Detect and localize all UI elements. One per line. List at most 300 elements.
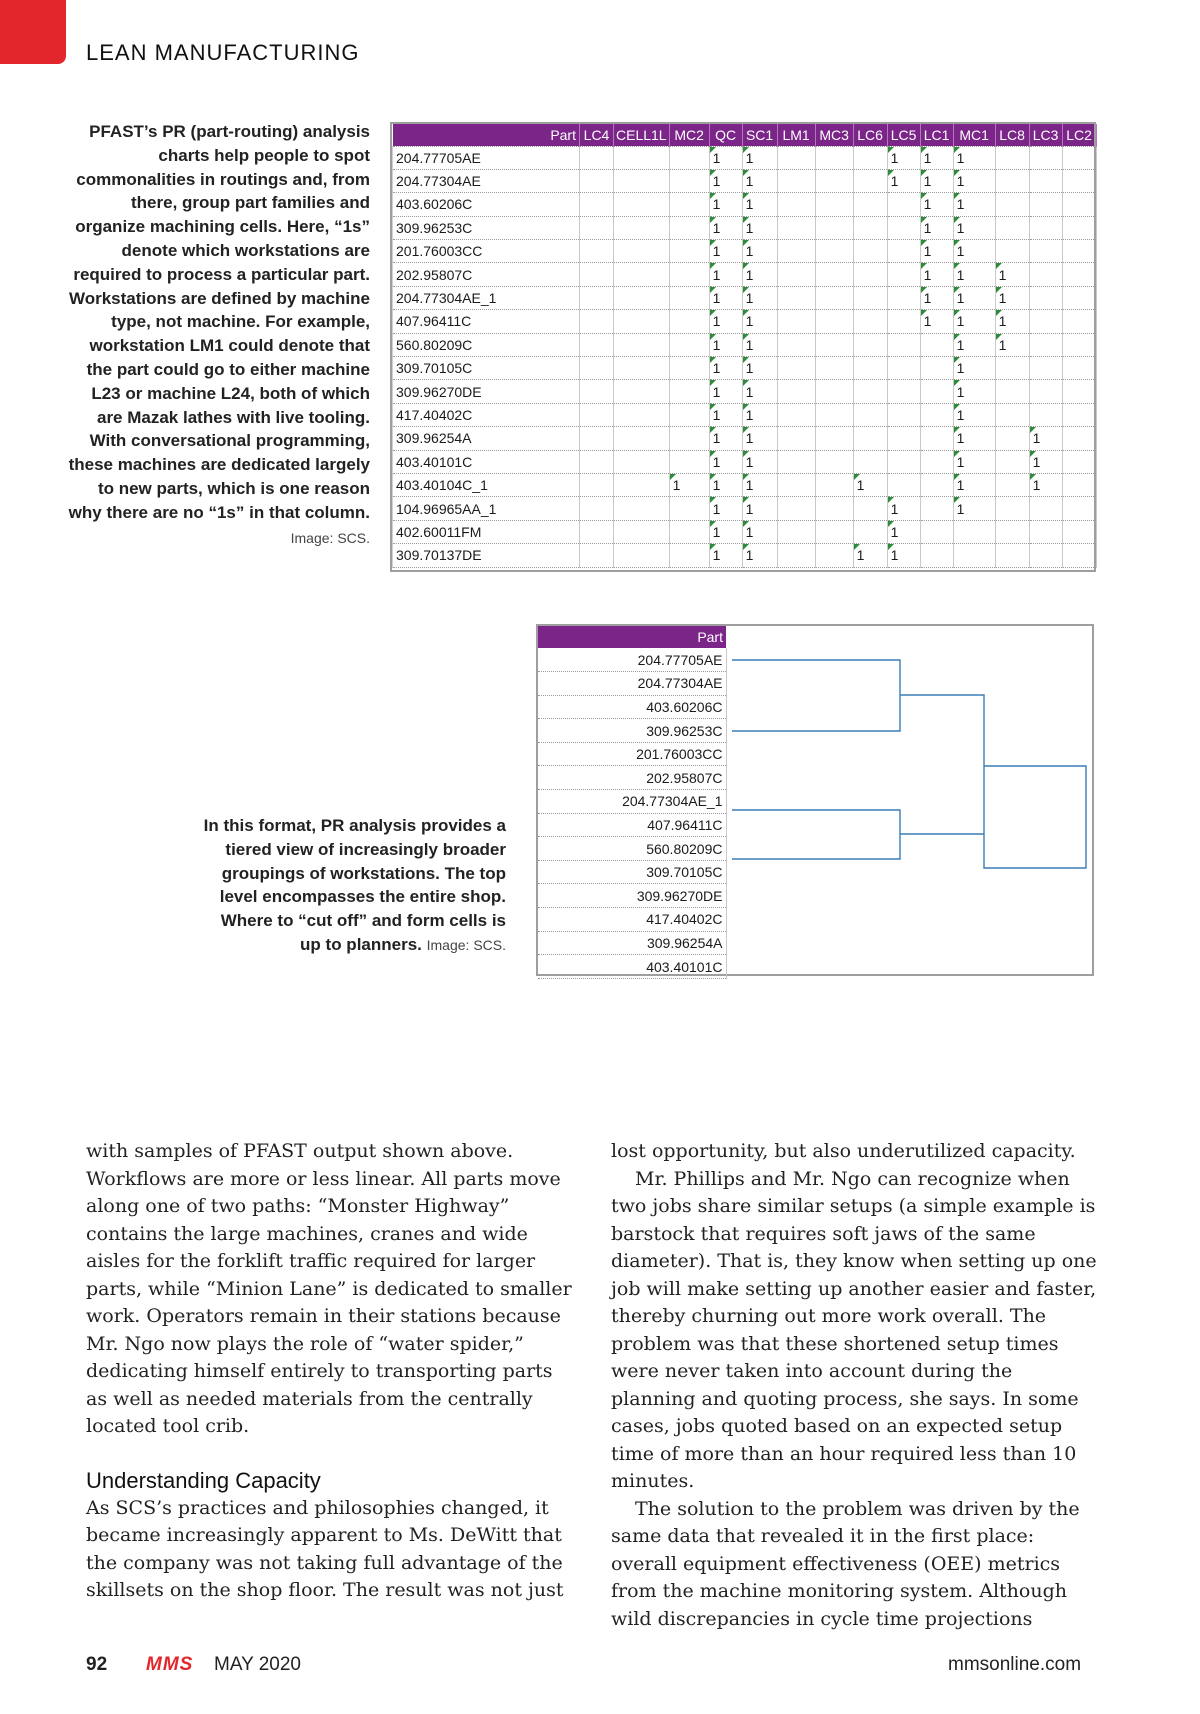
pr-cell xyxy=(1029,263,1062,286)
dendrogram-tree xyxy=(728,648,1088,978)
pr-cell xyxy=(580,403,614,426)
pr-cell xyxy=(614,333,670,356)
pr-cell xyxy=(669,427,709,450)
pr-cell: 1 xyxy=(953,473,995,496)
pr-cell xyxy=(777,473,815,496)
pr-cell xyxy=(614,403,670,426)
pr-part-number: 202.95807C xyxy=(393,263,580,286)
pr-table-header-row xyxy=(393,124,1097,146)
pr-cell xyxy=(580,520,614,543)
pr-cell xyxy=(853,497,887,520)
pr-cell xyxy=(777,193,815,216)
pr-cell: 1 xyxy=(742,427,777,450)
pr-column-header-cell1l: CELL1L xyxy=(614,124,670,146)
pr-cell xyxy=(853,403,887,426)
pr-cell xyxy=(995,403,1029,426)
pr-cell xyxy=(580,333,614,356)
dendrogram-part-label: 204.77304AE_1 xyxy=(538,790,726,814)
pr-cell: 1 xyxy=(709,310,742,333)
pr-part-number: 309.96254A xyxy=(393,427,580,450)
pr-cell xyxy=(1029,333,1062,356)
pr-cell xyxy=(777,380,815,403)
issue-date: MAY 2020 xyxy=(214,1654,301,1675)
figure1-caption-text: PFAST’s PR (part-routing) analysis charts help people to spot commonalities in routings and, from there, group part families and organize machining cells. Here, “1s” denote which workstations are required to process a particular part. Workstations are defined by machine type, not machine. For example, workstation LM1 could denote that the part could go to either machine L23 or machine L24, both of which are Mazak lathes with live tooling. With conversational programming, these machines are dedicated largely to new parts, which is one reason why there are no “1s” in that column. xyxy=(68,122,370,522)
pr-cell xyxy=(1062,216,1096,239)
article-paragraph: lost opportunity, but also underutilized capacity. xyxy=(611,1140,1076,1162)
pr-cell xyxy=(777,450,815,473)
pr-cell: 1 xyxy=(709,380,742,403)
pr-column-header-sc1: SC1 xyxy=(742,124,777,146)
pr-cell xyxy=(580,450,614,473)
pr-cell xyxy=(1062,380,1096,403)
pr-cell: 1 xyxy=(953,263,995,286)
pr-cell xyxy=(1062,263,1096,286)
pr-cell xyxy=(920,427,953,450)
pr-cell: 1 xyxy=(709,286,742,309)
pr-cell: 1 xyxy=(709,497,742,520)
section-color-tab xyxy=(0,0,66,64)
pr-cell: 1 xyxy=(709,216,742,239)
pr-cell: 1 xyxy=(742,403,777,426)
pr-cell: 1 xyxy=(920,216,953,239)
pr-cell xyxy=(995,380,1029,403)
pr-cell xyxy=(995,544,1029,567)
pr-cell xyxy=(1062,169,1096,192)
pr-cell xyxy=(669,193,709,216)
section-label: LEAN MANUFACTURING xyxy=(86,40,360,65)
pr-cell xyxy=(995,427,1029,450)
pr-cell xyxy=(887,450,920,473)
pr-cell: 1 xyxy=(1029,450,1062,473)
pr-cell xyxy=(1029,169,1062,192)
pr-cell xyxy=(815,544,853,567)
pr-table-row xyxy=(393,473,1097,496)
pr-cell: 1 xyxy=(742,333,777,356)
pr-cell xyxy=(1062,310,1096,333)
pr-cell: 1 xyxy=(742,544,777,567)
pr-cell xyxy=(1062,544,1096,567)
dendrogram-part-list xyxy=(538,626,727,979)
pr-cell xyxy=(920,403,953,426)
pr-part-number: 309.96253C xyxy=(393,216,580,239)
pr-cell xyxy=(669,240,709,263)
article-column-right xyxy=(611,1138,1098,1633)
article-paragraph: with samples of PFAST output shown above. Workflows are more or less linear. All parts move along one of two paths: “Monster Highway” contains the large machines, cranes and wide aisles for the forklift traffic required for larger parts, while “Minion Lane” is dedicated to smaller work. Operators remain in their stations because Mr. Ngo now plays the role of “water spider,” dedicating himself entirely to transporting parts as well as needed materials from the centrally located tool crib. xyxy=(86,1140,572,1437)
pr-table-row xyxy=(393,286,1097,309)
dendro-branch-c xyxy=(900,695,984,808)
pr-cell: 1 xyxy=(709,544,742,567)
article-paragraph: As SCS’s practices and philosophies changed, it became increasingly apparent to Ms. DeWitt that the company was not taking full advantage of the skillsets on the shop floor. The result was not just xyxy=(86,1496,564,1601)
pr-cell: 1 xyxy=(742,193,777,216)
pr-cell: 1 xyxy=(953,497,995,520)
pr-cell: 1 xyxy=(953,310,995,333)
dendrogram-part-label: 403.60206C xyxy=(538,695,726,719)
pr-cell xyxy=(1062,450,1096,473)
pr-cell: 1 xyxy=(1029,427,1062,450)
pr-cell: 1 xyxy=(953,169,995,192)
dendrogram-part-label: 202.95807C xyxy=(538,766,726,790)
pr-cell xyxy=(815,263,853,286)
dendrogram-part-label: 201.76003CC xyxy=(538,742,726,766)
figure1-credit: Image: SCS. xyxy=(290,529,370,546)
pr-cell xyxy=(853,216,887,239)
pr-cell: 1 xyxy=(953,240,995,263)
pr-cell xyxy=(614,473,670,496)
pr-cell xyxy=(953,520,995,543)
pr-cell: 1 xyxy=(709,520,742,543)
pr-column-header-lc1: LC1 xyxy=(920,124,953,146)
pr-cell xyxy=(815,333,853,356)
pr-cell xyxy=(887,357,920,380)
pr-cell xyxy=(853,333,887,356)
pr-cell xyxy=(920,497,953,520)
pr-column-header-lc5: LC5 xyxy=(887,124,920,146)
pr-cell: 1 xyxy=(953,357,995,380)
pr-cell xyxy=(853,240,887,263)
pr-cell xyxy=(815,146,853,169)
pr-cell xyxy=(669,544,709,567)
pr-cell: 1 xyxy=(709,146,742,169)
pr-cell: 1 xyxy=(709,263,742,286)
pr-part-number: 403.60206C xyxy=(393,193,580,216)
pr-cell: 1 xyxy=(920,146,953,169)
pr-cell: 1 xyxy=(853,544,887,567)
pr-cell: 1 xyxy=(995,333,1029,356)
pr-cell: 1 xyxy=(920,169,953,192)
pr-column-header-lc6: LC6 xyxy=(853,124,887,146)
pr-cell: 1 xyxy=(920,263,953,286)
pr-cell: 1 xyxy=(709,193,742,216)
pr-cell xyxy=(887,286,920,309)
article-paragraph: The solution to the problem was driven by the same data that revealed it in the first place: overall equipment effectiveness (OEE) metrics from the machine monitoring system. Although wild discrepancies in cycle time projections xyxy=(611,1497,1080,1630)
pr-cell: 1 xyxy=(953,216,995,239)
pr-part-number: 204.77304AE_1 xyxy=(393,286,580,309)
website-link[interactable]: mmsonline.com xyxy=(948,1654,1082,1675)
pr-cell xyxy=(995,450,1029,473)
pr-cell xyxy=(580,473,614,496)
pr-cell: 1 xyxy=(742,240,777,263)
pr-column-header-lc3: LC3 xyxy=(1029,124,1062,146)
pr-cell xyxy=(920,520,953,543)
pr-cell xyxy=(853,450,887,473)
pr-table-row xyxy=(393,193,1097,216)
pr-cell xyxy=(669,286,709,309)
pr-cell xyxy=(614,263,670,286)
pr-cell xyxy=(1029,403,1062,426)
pr-cell xyxy=(614,380,670,403)
pr-cell xyxy=(580,286,614,309)
pr-cell xyxy=(995,146,1029,169)
pr-cell xyxy=(777,286,815,309)
pr-cell xyxy=(1029,380,1062,403)
pr-cell xyxy=(1062,286,1096,309)
figure2-caption xyxy=(200,814,506,958)
pr-column-header-lc8: LC8 xyxy=(995,124,1029,146)
pr-cell xyxy=(815,240,853,263)
pr-cell xyxy=(777,240,815,263)
pr-column-header-lc4: LC4 xyxy=(580,124,614,146)
pr-cell xyxy=(953,544,995,567)
pr-cell xyxy=(887,427,920,450)
pr-cell xyxy=(777,544,815,567)
pr-cell xyxy=(580,310,614,333)
pr-cell: 1 xyxy=(709,169,742,192)
pr-cell xyxy=(853,193,887,216)
dendrogram-part-label: 309.96254A xyxy=(538,931,726,955)
dendro-branch-a xyxy=(732,660,900,731)
article-column-left xyxy=(86,1138,572,1605)
pr-cell xyxy=(580,240,614,263)
pr-cell xyxy=(1029,497,1062,520)
dendrogram-part-label: 403.40101C xyxy=(538,955,726,979)
pr-cell xyxy=(614,450,670,473)
pr-cell xyxy=(995,497,1029,520)
pr-cell xyxy=(669,333,709,356)
pr-cell xyxy=(1029,216,1062,239)
pr-table-row xyxy=(393,333,1097,356)
pr-cell xyxy=(580,263,614,286)
pr-cell: 1 xyxy=(953,333,995,356)
pr-part-number: 417.40402C xyxy=(393,403,580,426)
pr-cell xyxy=(580,216,614,239)
pr-cell xyxy=(1029,146,1062,169)
pr-cell xyxy=(669,520,709,543)
pr-column-header-qc: QC xyxy=(709,124,742,146)
pr-cell xyxy=(1062,146,1096,169)
pr-cell xyxy=(920,450,953,473)
pr-cell xyxy=(777,357,815,380)
pr-table-row xyxy=(393,497,1097,520)
pr-cell xyxy=(614,240,670,263)
pr-cell: 1 xyxy=(742,473,777,496)
pr-cell xyxy=(1062,357,1096,380)
pr-part-number: 309.70105C xyxy=(393,357,580,380)
pr-cell: 1 xyxy=(953,193,995,216)
pr-cell xyxy=(920,473,953,496)
pr-cell xyxy=(887,193,920,216)
dendrogram-part-label: 417.40402C xyxy=(538,908,726,932)
pr-cell xyxy=(1029,520,1062,543)
pr-part-number: 309.96270DE xyxy=(393,380,580,403)
pr-table-row xyxy=(393,427,1097,450)
pr-cell xyxy=(1029,310,1062,333)
pr-cell: 1 xyxy=(953,450,995,473)
pr-cell: 1 xyxy=(709,240,742,263)
pr-cell xyxy=(853,357,887,380)
magazine-brand: MMS xyxy=(146,1654,194,1675)
pr-cell: 1 xyxy=(887,520,920,543)
pr-cell: 1 xyxy=(709,333,742,356)
pr-cell xyxy=(1062,473,1096,496)
pr-table-row xyxy=(393,263,1097,286)
pr-cell xyxy=(995,240,1029,263)
pr-cell: 1 xyxy=(742,310,777,333)
pr-cell xyxy=(614,310,670,333)
pr-column-header-mc2: MC2 xyxy=(669,124,709,146)
pr-table-row xyxy=(393,216,1097,239)
dendrogram-part-label: 204.77705AE xyxy=(538,648,726,672)
pr-cell xyxy=(669,216,709,239)
pr-part-number: 407.96411C xyxy=(393,310,580,333)
pr-cell xyxy=(815,193,853,216)
pr-cell xyxy=(853,146,887,169)
pr-table-row xyxy=(393,450,1097,473)
pr-cell xyxy=(777,403,815,426)
pr-cell xyxy=(1029,544,1062,567)
dendro-branch-root xyxy=(984,766,1086,868)
pr-cell xyxy=(1062,333,1096,356)
pr-cell xyxy=(1062,240,1096,263)
pr-cell xyxy=(669,497,709,520)
pr-cell xyxy=(777,333,815,356)
pr-part-number: 403.40101C xyxy=(393,450,580,473)
pr-cell: 1 xyxy=(953,427,995,450)
pr-cell xyxy=(995,169,1029,192)
pr-cell: 1 xyxy=(920,240,953,263)
dendrogram-header: Part xyxy=(538,626,726,648)
pr-cell: 1 xyxy=(742,263,777,286)
pr-cell: 1 xyxy=(920,193,953,216)
pr-cell: 1 xyxy=(995,263,1029,286)
dendrogram-part-label: 309.96253C xyxy=(538,719,726,743)
pr-cell: 1 xyxy=(887,146,920,169)
pr-cell xyxy=(853,380,887,403)
dendrogram-part-label: 309.70105C xyxy=(538,860,726,884)
pr-cell xyxy=(580,380,614,403)
pr-cell xyxy=(1029,357,1062,380)
pr-cell xyxy=(669,310,709,333)
pr-cell: 1 xyxy=(742,497,777,520)
pr-cell: 1 xyxy=(742,169,777,192)
pr-cell xyxy=(815,520,853,543)
dendrogram-part-label: 309.96270DE xyxy=(538,884,726,908)
pr-cell xyxy=(580,497,614,520)
pr-cell xyxy=(777,169,815,192)
pr-column-header-mc3: MC3 xyxy=(815,124,853,146)
pr-cell xyxy=(853,286,887,309)
pr-cell xyxy=(920,544,953,567)
figure2-caption-text: In this format, PR analysis provides a tiered view of increasingly broader groupings of workstations. The top level encompasses the entire shop. Where to “cut off” and form cells is up to planners. xyxy=(203,816,506,954)
pr-cell xyxy=(815,403,853,426)
pr-cell: 1 xyxy=(742,286,777,309)
pr-cell xyxy=(815,473,853,496)
pr-cell xyxy=(777,263,815,286)
pr-table-row xyxy=(393,544,1097,567)
pr-cell xyxy=(614,216,670,239)
pr-cell xyxy=(614,427,670,450)
pr-table-row xyxy=(393,520,1097,543)
pr-column-header-part: Part xyxy=(393,124,580,146)
pr-cell xyxy=(815,450,853,473)
pr-cell xyxy=(777,216,815,239)
pr-cell xyxy=(995,193,1029,216)
pr-cell xyxy=(580,146,614,169)
figure2-credit: Image: SCS. xyxy=(426,936,506,953)
pr-column-header-mc1: MC1 xyxy=(953,124,995,146)
pr-part-number: 204.77705AE xyxy=(393,146,580,169)
pr-cell xyxy=(815,427,853,450)
pr-table-row xyxy=(393,146,1097,169)
dendrogram-part-label: 560.80209C xyxy=(538,837,726,861)
pr-cell xyxy=(777,310,815,333)
pr-cell: 1 xyxy=(709,427,742,450)
pr-cell xyxy=(777,520,815,543)
page-number: 92 xyxy=(86,1654,108,1675)
pr-column-header-lc2: LC2 xyxy=(1062,124,1096,146)
pr-cell xyxy=(614,497,670,520)
pr-cell xyxy=(887,473,920,496)
pr-cell xyxy=(815,497,853,520)
pr-cell: 1 xyxy=(742,146,777,169)
pr-cell xyxy=(777,146,815,169)
pr-cell xyxy=(669,380,709,403)
pr-cell xyxy=(887,380,920,403)
pr-cell xyxy=(580,544,614,567)
pr-cell xyxy=(995,473,1029,496)
pr-cell xyxy=(995,357,1029,380)
pr-cell: 1 xyxy=(995,286,1029,309)
article-paragraph: Mr. Phillips and Mr. Ngo can recognize when two jobs share similar setups (a simple example is barstock that requires soft jaws of the same diameter). That is, they know when setting up one job will make setting up another easier and faster, thereby churning out more work overall. The problem was that these shortened setup times were never taken into account during the planning and quoting process, she says. In some cases, jobs quoted based on an expected setup time of more than an hour required less than 10 minutes. xyxy=(611,1167,1097,1492)
pr-part-number: 560.80209C xyxy=(393,333,580,356)
pr-cell xyxy=(1062,427,1096,450)
pr-table-row xyxy=(393,169,1097,192)
pr-cell: 1 xyxy=(669,473,709,496)
pr-cell xyxy=(777,497,815,520)
pr-cell xyxy=(815,216,853,239)
dendro-branch-b xyxy=(732,810,900,859)
pr-cell: 1 xyxy=(953,286,995,309)
pr-cell xyxy=(853,520,887,543)
pr-cell xyxy=(669,357,709,380)
pr-part-number: 104.96965AA_1 xyxy=(393,497,580,520)
pr-cell xyxy=(887,310,920,333)
pr-cell xyxy=(853,427,887,450)
dendrogram-part-label: 204.77304AE xyxy=(538,672,726,696)
pr-cell: 1 xyxy=(709,473,742,496)
figure1-caption xyxy=(66,120,370,550)
pr-cell: 1 xyxy=(887,497,920,520)
pr-cell xyxy=(920,380,953,403)
article-subhead: Understanding Capacity xyxy=(86,1467,321,1493)
pr-cell xyxy=(920,357,953,380)
pr-table-row xyxy=(393,310,1097,333)
pr-cell: 1 xyxy=(853,473,887,496)
pr-part-number: 403.40104C_1 xyxy=(393,473,580,496)
pr-cell xyxy=(580,427,614,450)
pr-cell: 1 xyxy=(709,450,742,473)
pr-table-row xyxy=(393,357,1097,380)
pr-cell xyxy=(1062,520,1096,543)
pr-cell xyxy=(669,169,709,192)
pr-cell xyxy=(614,169,670,192)
pr-cell: 1 xyxy=(920,286,953,309)
dendrogram-panel xyxy=(536,624,1094,976)
pr-cell xyxy=(614,544,670,567)
pr-cell xyxy=(614,520,670,543)
pr-cell xyxy=(614,286,670,309)
pr-cell: 1 xyxy=(1029,473,1062,496)
pr-cell xyxy=(580,193,614,216)
pr-cell xyxy=(1029,286,1062,309)
pr-cell xyxy=(1062,193,1096,216)
pr-part-number: 201.76003CC xyxy=(393,240,580,263)
pr-cell xyxy=(887,263,920,286)
pr-cell: 1 xyxy=(953,403,995,426)
pr-cell xyxy=(669,403,709,426)
pr-cell: 1 xyxy=(887,169,920,192)
pr-table-row xyxy=(393,403,1097,426)
pr-cell xyxy=(920,333,953,356)
